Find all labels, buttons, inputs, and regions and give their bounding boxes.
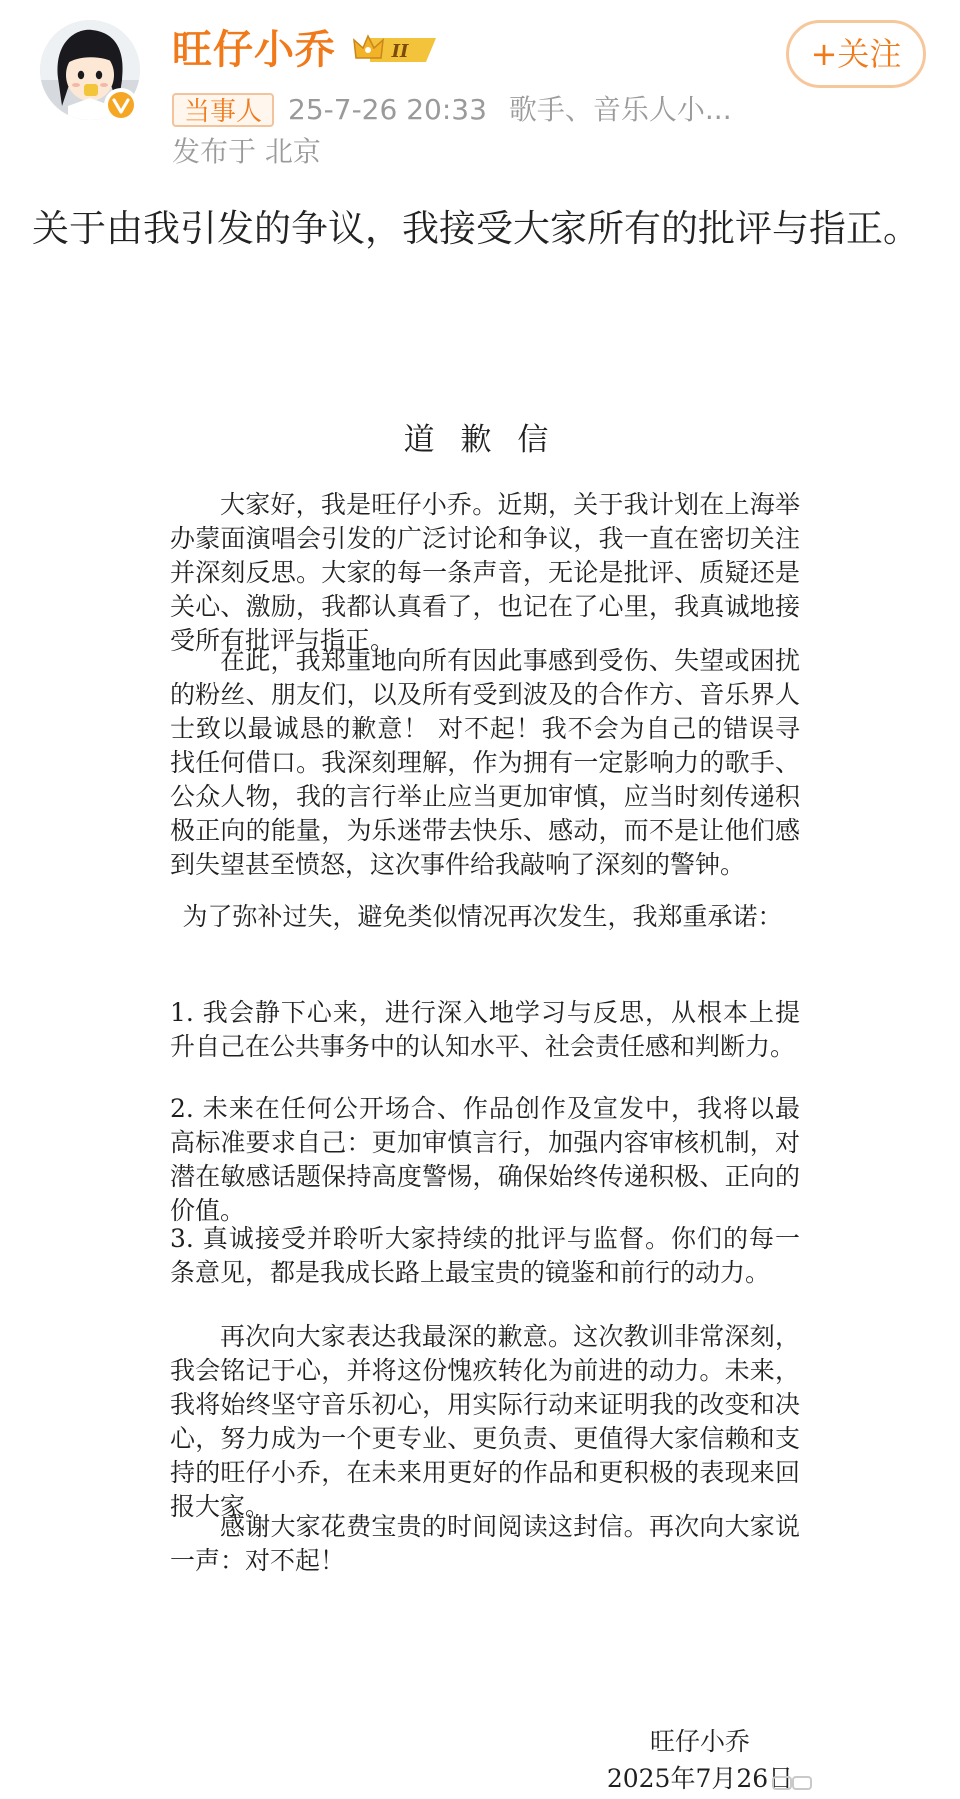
- letter-item-3: 3. 真诚接受并聆听大家持续的批评与监督。你们的每一条意见，都是我成长路上最宝贵的镜鉴和前行的动力。: [170, 1224, 800, 1287]
- letter-paragraph-1: 大家好，我是旺仔小乔。近期，关于我计划在上海举办蒙面演唱会引发的广泛讨论和争议，我一直在密切关注并深刻反思。大家的每一条声音，无论是批评、质疑还是关心、激励，我都认真看了，也记在了心里，我真诚地接受所有批评与指正。: [170, 490, 800, 655]
- letter-item-1: 1. 我会静下心来，进行深入地学习与反思，从根本上提升自己在公共事务中的认知水平、社会责任感和判断力。: [170, 998, 800, 1061]
- letter-paragraph-3: 为了弥补过失，避免类似情况再次发生，我郑重承诺：: [182, 902, 783, 931]
- party-tag: 当事人: [172, 93, 274, 127]
- apology-letter-image[interactable]: [0, 380, 960, 1799]
- letter-paragraph-4: 再次向大家表达我最深的歉意。这次教训非常深刻，我会铭记于心，并将这份愧疚转化为前进的动力。未来，我将始终坚守音乐初心，用实际行动来证明我的改变和决心，努力成为一个更专业、更负责、更值得大家信赖和支持的旺仔小乔，在未来用更好的作品和更积极的表现来回报大家。: [170, 1322, 800, 1521]
- post-meta-row: [172, 88, 732, 132]
- watermark-icon: [770, 1771, 814, 1795]
- post-text: 关于由我引发的争议，我接受大家所有的批评与指正。: [32, 207, 920, 250]
- letter-paragraph-2: 在此，我郑重地向所有因此事感到受伤、失望或困扰的粉丝、朋友们，以及所有受到波及的合作方、音乐界人士致以最诚恳的歉意！ 对不起！我不会为自己的错误寻找任何借口。我深刻理解，作为拥有一定影响力的歌手、公众人物，我的言行举止应当更加审慎，应当时刻传递积极正向的能量，为乐迷带去快乐、感动，而不是让他们感到失望甚至愤怒，这次事件给我敲响了深刻的警钟。: [170, 646, 800, 879]
- username[interactable]: 旺仔小乔: [172, 27, 336, 73]
- verified-badge-icon: [104, 88, 138, 122]
- user-bio[interactable]: 歌手、音乐人小...: [508, 93, 732, 126]
- post-location: 发布于 北京: [172, 135, 321, 168]
- letter-signature: 旺仔小乔: [649, 1727, 750, 1756]
- level-badge-text: II: [391, 41, 409, 62]
- post-timestamp: 25-7-26 20:33: [288, 93, 487, 126]
- letter-title: 道 歉 信: [403, 422, 557, 458]
- letter-date: 2025年7月26日: [606, 1764, 794, 1793]
- follow-button[interactable]: +关注: [786, 20, 926, 88]
- letter-paragraph-5: 感谢大家花费宝贵的时间阅读这封信。再次向大家说一声：对不起！: [170, 1512, 800, 1575]
- crown-level-icon: [348, 30, 444, 70]
- letter-item-2: 2. 未来在任何公开场合、作品创作及宣发中，我将以最高标准要求自己：更加审慎言行，加强内容审核机制，对潜在敏感话题保持高度警惕，确保始终传递积极、正向的价值。: [170, 1094, 800, 1225]
